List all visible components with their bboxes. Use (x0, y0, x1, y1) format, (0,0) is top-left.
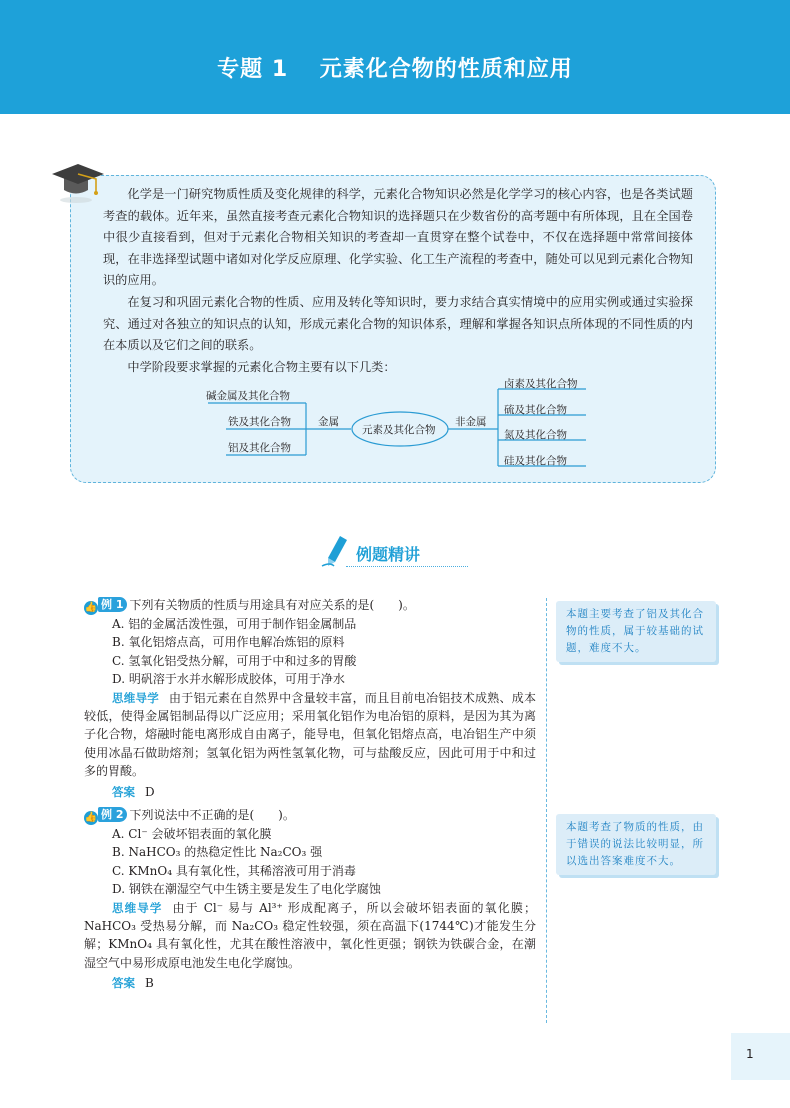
mindmap-right-item: 硅及其化合物 (504, 455, 567, 467)
analysis-text: 由于铝元素在自然界中含量较丰富，而且目前电冶铝技术成熟、成本较低，使得金属铝制品得以广泛应用；采用氧化铝作为电冶铝的原料，是因为其为离子化合物，熔融时能电离形成自由离子，能导电，但氧化铝熔点高，电冶铝生产中须使用冰晶石做助熔剂；氢氧化铝为两性氢氧化物，可与盐酸反应，因此可用于中和过多的胃酸。 (84, 690, 536, 779)
example-tag: 例 1 (98, 597, 127, 612)
thumbs-up-icon: 👍 (84, 602, 98, 613)
mindmap-left-item: 铝及其化合物 (228, 442, 291, 454)
mindmap-right-item: 氮及其化合物 (504, 429, 567, 441)
option-c: C. 氢氧化铝受热分解，可用于中和过多的胃酸 (112, 653, 357, 668)
mindmap-branch-nonmetal: 非金属 (455, 416, 487, 428)
mindmap-branch-metal: 金属 (318, 416, 339, 428)
side-note: 本题主要考查了铝及其化合物的性质，属于较基础的试题，难度不大。 (556, 601, 716, 662)
thumbs-up-icon: 👍 (84, 812, 98, 823)
answer-label: 答案 (112, 784, 135, 799)
answer-value: B (145, 976, 154, 991)
example-2 (84, 806, 536, 993)
mindmap-left-item: 碱金属及其化合物 (206, 390, 290, 402)
option-a: A. 铝的金属活泼性强，可用于制作铝金属制品 (112, 617, 357, 631)
page-number: 1 (746, 1047, 754, 1061)
intro-text (103, 184, 693, 378)
analysis-label: 思维导学 (112, 900, 163, 915)
answer-value: D (145, 784, 155, 799)
question-stem: 下列有关物质的性质与用途具有对应关系的是( )。 (129, 598, 415, 612)
intro-paragraph: 中学阶段要求掌握的元素化合物主要有以下几类： (127, 359, 396, 374)
option-d: D. 明矾溶于水并水解形成胶体，可用于净水 (112, 672, 345, 687)
section-underline (346, 566, 468, 567)
intro-paragraph: 化学是一门研究物质性质及变化规律的科学，元素化合物知识必然是化学学习的核心内容，也是各类试题考查的载体。近年来，虽然直接考查元素化合物知识的选择题只在少数省份的高考题中有所体现，且在全国卷中很少直接看到，但对于元素化合物相关知识的考查却一直贯穿在整个试卷中，不仅在选择题中常常间接体现，在非选择型试题中诸如对化学反应原理、化学实验、化工生产流程的考查中，随处可以见到元素化合物知识的应用。 (103, 187, 693, 288)
mindmap-right-item: 卤素及其化合物 (504, 378, 578, 390)
analysis-text: 由于 Cl⁻ 易与 Al³⁺ 形成配离子，所以会破坏铝表面的氧化膜；NaHCO₃ 受热易分解，而 Na₂CO₃ 稳定性较强，须在高温下(1744℃)才能发生分解；KMnO₄ 具有氧化性，尤其在酸性溶液中，氧化性更强；钢铁为铁碳合金，在潮湿空气中易形成原电池发生电化学腐蚀。 (84, 900, 536, 970)
column-divider (546, 598, 547, 1023)
option-c: C. KMnO₄ 具有氧化性，其稀溶液可用于消毒 (112, 863, 356, 878)
mindmap-right-item: 硫及其化合物 (504, 404, 567, 416)
analysis-label: 思维导学 (112, 690, 159, 705)
mindmap-left-item: 铁及其化合物 (228, 416, 291, 428)
example-1 (84, 596, 536, 801)
option-d: D. 钢铁在潮湿空气中生锈主要是发生了电化学腐蚀 (112, 882, 381, 897)
page-title: 专题 1 元素化合物的性质和应用 (217, 57, 573, 82)
example-tag: 例 2 (98, 807, 127, 822)
question-stem: 下列说法中不正确的是( )。 (129, 808, 295, 822)
page-number-box (731, 1033, 790, 1080)
intro-paragraph: 在复习和巩固元素化合物的性质、应用及转化等知识时，要力求结合真实情境中的应用实例或通过实验探究、通过对各独立的知识点的认知，形成元素化合物的知识体系，理解和掌握各知识点所体现的不同性质的内在本质以及它们之间的联系。 (103, 294, 693, 353)
section-title: 例题精讲 (356, 545, 421, 564)
mindmap-center: 元素及其化合物 (362, 424, 436, 436)
option-b: B. NaHCO₃ 的热稳定性比 Na₂CO₃ 强 (112, 845, 323, 860)
option-b: B. 氧化铝熔点高，可用作电解冶炼铝的原料 (112, 635, 345, 650)
option-a: A. Cl⁻ 会破坏铝表面的氧化膜 (112, 827, 272, 841)
answer-label: 答案 (112, 976, 135, 991)
graduation-cap-icon (50, 160, 106, 204)
side-note: 本题考查了物质的性质，由于错误的说法比较明显，所以选出答案难度不大。 (556, 814, 716, 875)
pencil-icon (320, 532, 350, 568)
